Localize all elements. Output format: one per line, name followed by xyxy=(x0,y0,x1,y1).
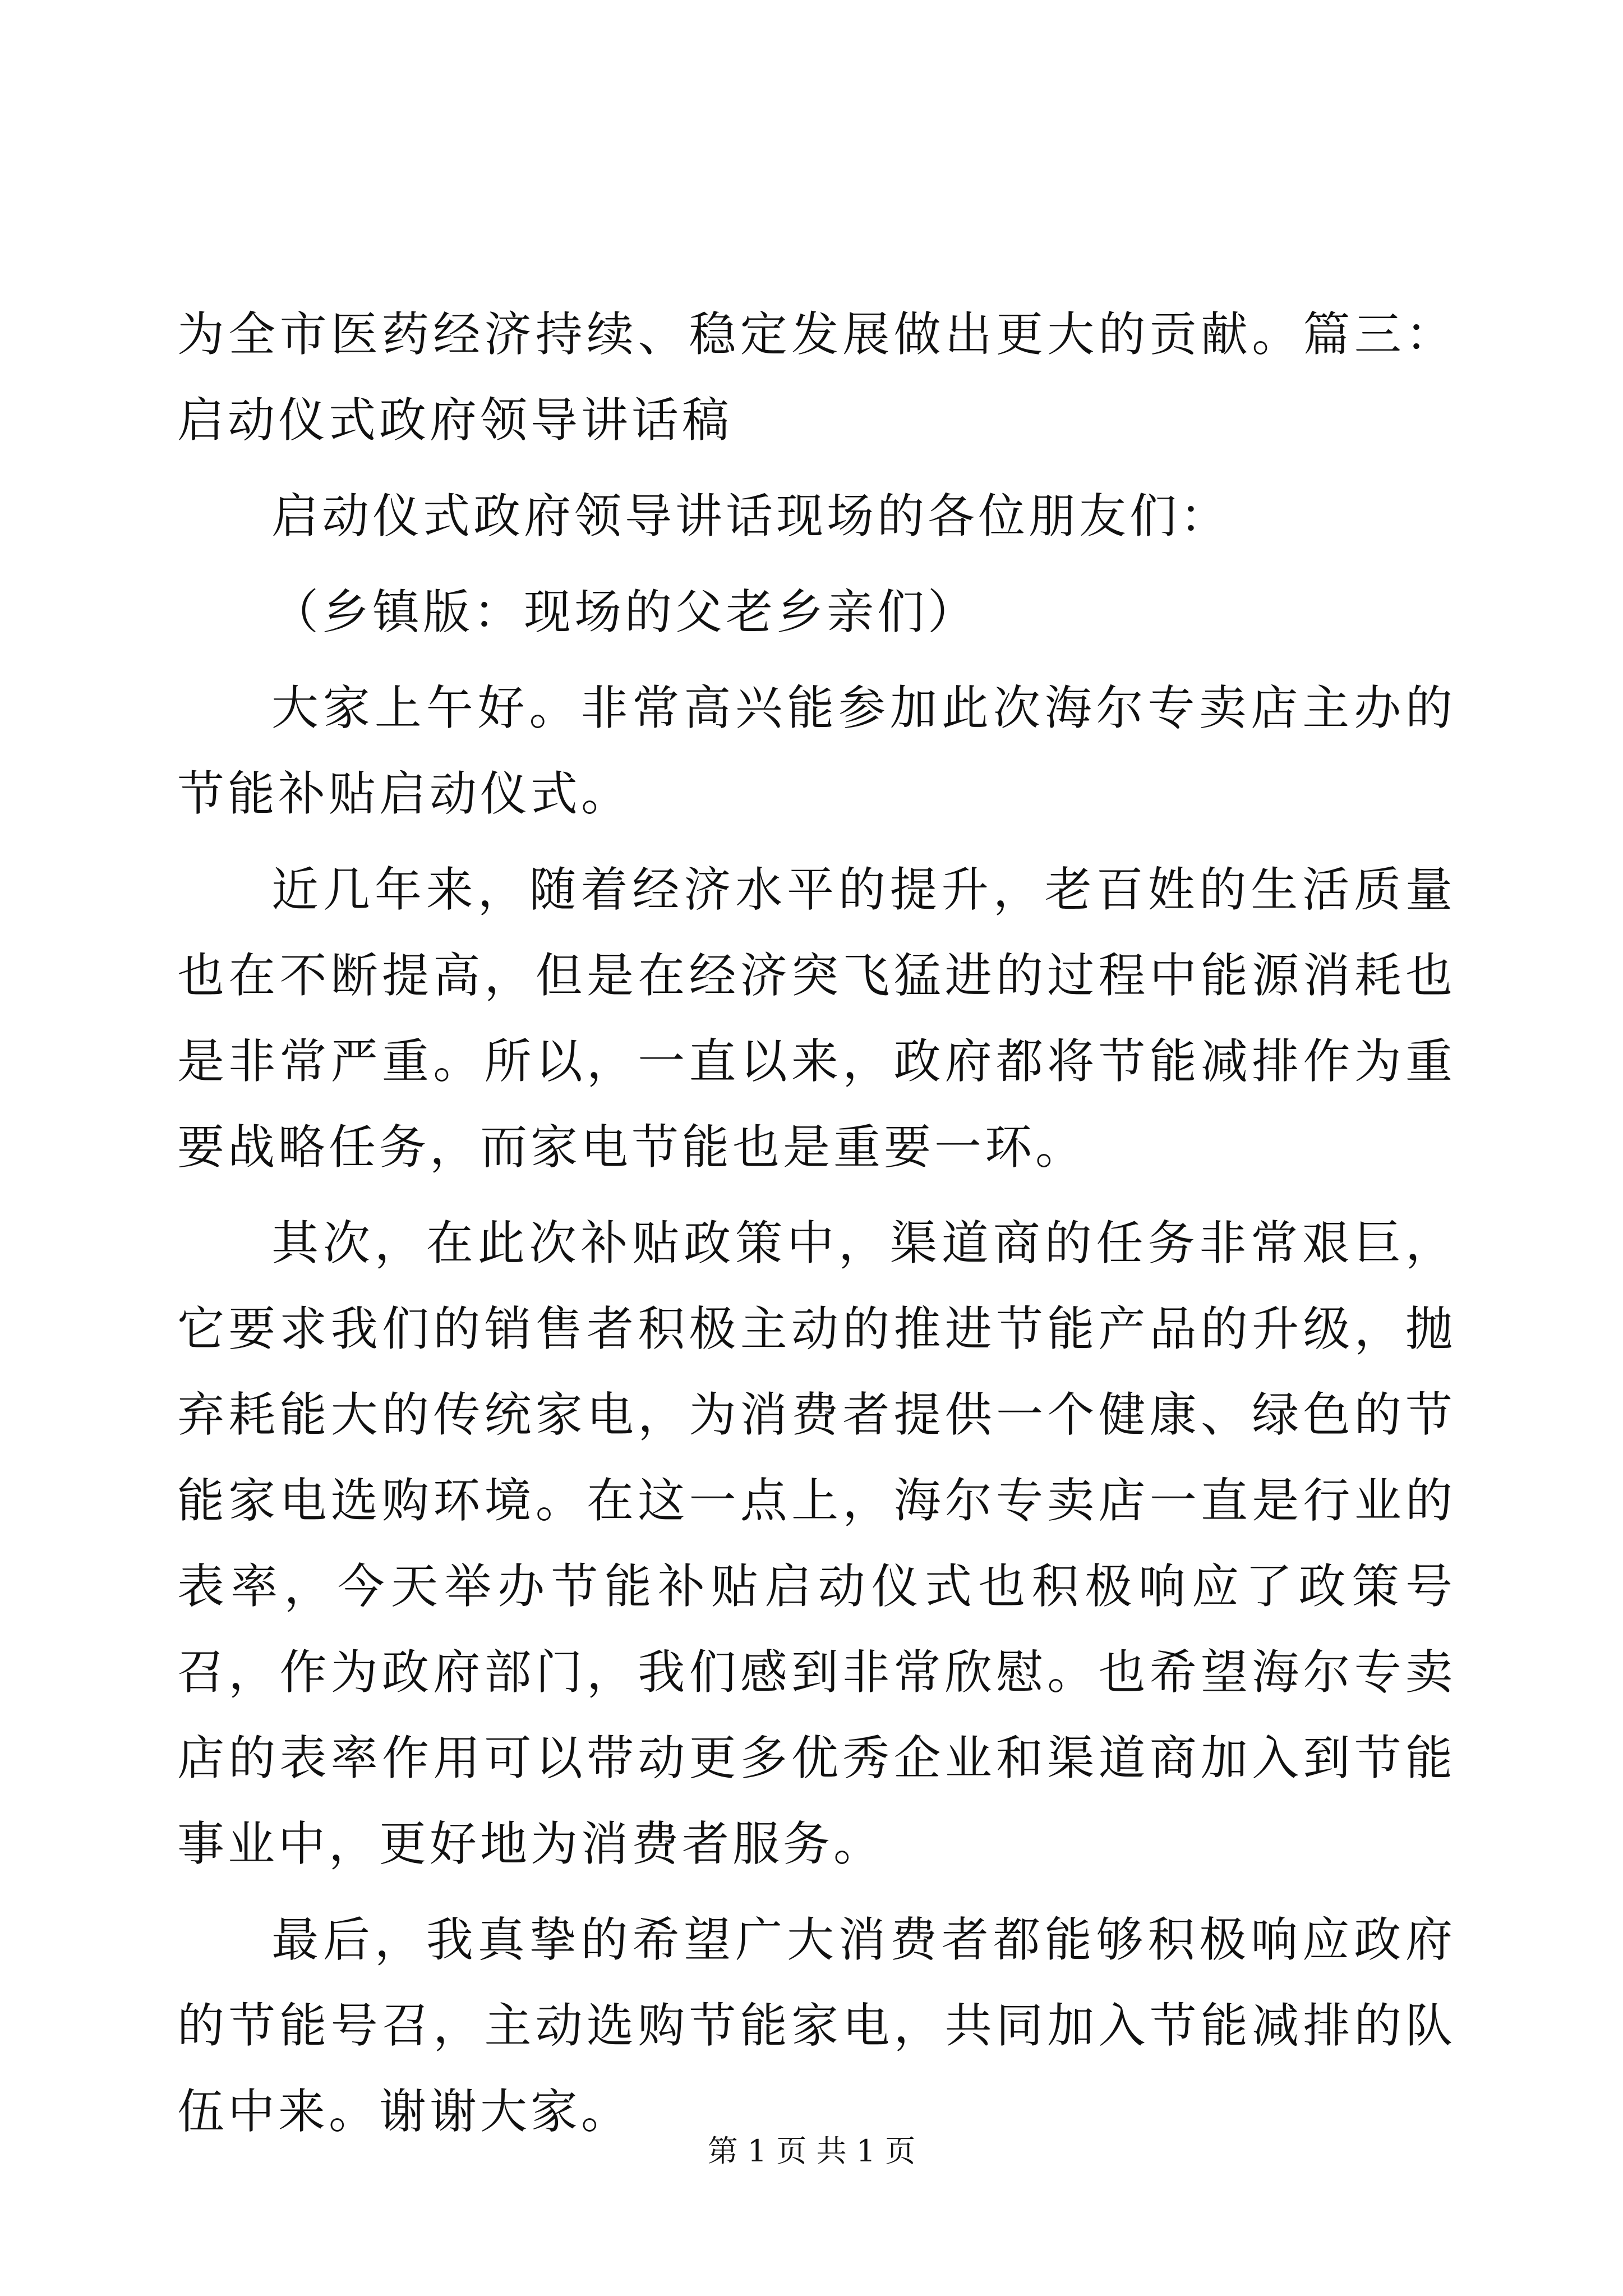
paragraph-background: 近几年来，随着经济水平的提升，老百姓的生活质量也在不断提高，但是在经济突飞猛进的过程中能源消耗也是非常严重。所以，一直以来，政府都将节能减排作为重要战略任务，而家电节能也是重要一环。 xyxy=(177,862,1456,1175)
paragraph-continuation: 为全市医药经济持续、稳定发展做出更大的贡献。篇三：启动仪式政府领导讲话稿 xyxy=(177,307,1456,448)
paragraph-greeting: 启动仪式政府领导讲话现场的各位朋友们： xyxy=(271,489,1231,544)
document-body xyxy=(177,292,1456,2165)
paragraph-opening: 大家上午好。非常高兴能参加此次海尔专卖店主办的节能补贴启动仪式。 xyxy=(177,680,1456,821)
paragraph-closing: 最后，我真挚的希望广大消费者都能够积极响应政府的节能号召，主动选购节能家电，共同加入节能减排的队伍中来。谢谢大家。 xyxy=(177,1912,1456,2139)
paragraph-channel: 其次，在此次补贴政策中，渠道商的任务非常艰巨，它要求我们的销售者积极主动的推进节能产品的升级，抛弃耗能大的传统家电，为消费者提供一个健康、绿色的节能家电选购环境。在这一点上，海尔专卖店一直是行业的表率，今天举办节能补贴启动仪式也积极响应了政策号召，作为政府部门，我们感到非常欣慰。也希望海尔专卖店的表率作用可以带动更多优秀企业和渠道商加入到节能事业中，更好地为消费者服务。 xyxy=(177,1216,1456,1871)
page-number-footer: 第 1 页 共 1 页 xyxy=(707,2133,916,2169)
paragraph-township-note: （乡镇版：现场的父老乡亲们） xyxy=(271,585,979,639)
